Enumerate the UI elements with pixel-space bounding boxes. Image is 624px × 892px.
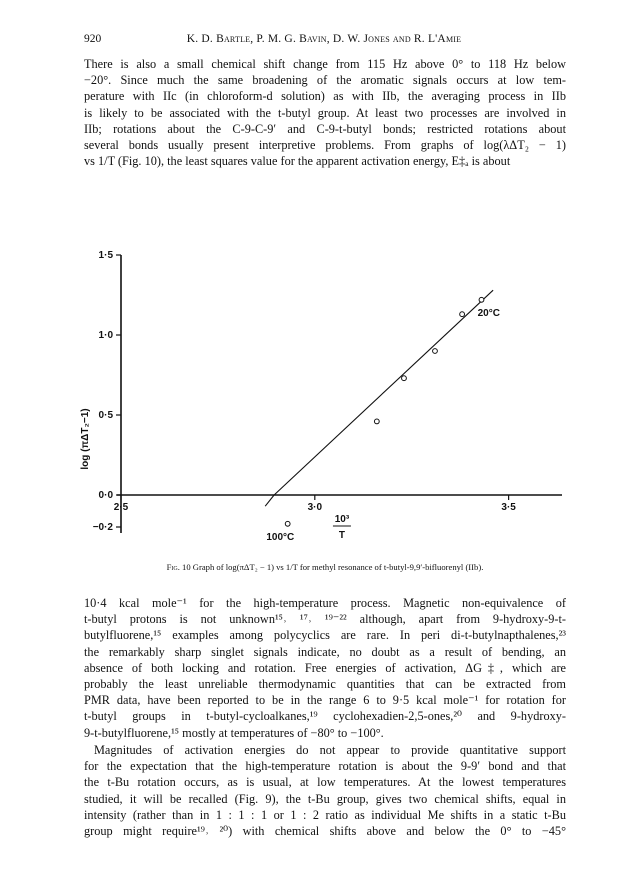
- text-line: intensity (rather than in 1 : 1 : 1 or 1 : 2 ratio as individual Me shifts in a static t-Bu: [84, 807, 566, 822]
- paragraph-2: [84, 595, 566, 741]
- paragraph-1: [84, 56, 566, 169]
- caption-label: Fig. 10: [166, 562, 191, 572]
- text-line: 10·4 kcal mole⁻¹ for the high-temperature process. Magnetic non-equivalence of: [84, 596, 566, 610]
- text-line: perature with IIc (in chloroform-d solution) as with IIb, the averaging process in IIb: [84, 89, 566, 104]
- text-line: butylfluorene,¹⁵ examples among polycyclics are rare. In peri di-t-butylnapthalenes,²³: [84, 628, 566, 643]
- text-line: is likely to be associated with the t-butyl group. At least two processes are involved in: [84, 105, 566, 120]
- y-tick-label: 0·5: [98, 410, 113, 421]
- page-number: 920: [84, 33, 102, 45]
- text-line: for the expectation that the high-temperature rotation is about the 9-9′ bond and that: [84, 759, 566, 774]
- x-axis-label-numerator: 10³: [334, 514, 350, 525]
- y-tick-label: 1·0: [98, 330, 113, 341]
- data-point: [479, 297, 484, 302]
- x-tick-label: 3·0: [307, 502, 323, 513]
- text-line: t-butyl protons is not unknown¹⁵˒ ¹⁷˒ ¹⁹⁻²² although, apart from 9-hydroxy-9-t-: [84, 612, 566, 627]
- y-tick-label: 1·5: [98, 250, 113, 261]
- figure-10: [70, 195, 570, 555]
- y-tick-label: −0·2: [92, 522, 113, 533]
- x-tick-label: 2·5: [113, 502, 129, 513]
- temperature-annotation: 20°C: [477, 307, 500, 319]
- data-point: [374, 419, 379, 424]
- text-line: group might require¹⁹˒ ²⁰) with chemical shifts above and below the 0° to −45°: [84, 823, 566, 838]
- data-point: [402, 376, 407, 381]
- y-tick-label: 0·0: [98, 490, 113, 501]
- author-line: K. D. Bartle, P. M. G. Bavin, D. W. Jones and R. L'Amie: [186, 33, 462, 45]
- least-squares-line: [274, 290, 493, 495]
- chart-svg: [70, 195, 570, 555]
- x-axis-label-denominator: T: [338, 530, 345, 541]
- text-line: 9-t-butylfluorene,¹⁵ mostly at temperatures of −80° to −100°.: [84, 725, 384, 740]
- running-header: [84, 33, 564, 49]
- text-line: vs 1/T (Fig. 10), the least squares value for the apparent activation energy, E‡ₐ is about: [84, 154, 511, 169]
- temperature-annotation: 100°C: [266, 531, 295, 543]
- caption-text: Graph of log(πΔT₂ − 1) vs 1/T for methyl resonance of t-butyl-9,9′-bifluorenyl (IIb).: [190, 562, 484, 572]
- text-line: PMR data, have been reported to be in the range 6 to 9·5 kcal mole⁻¹ for rotation for: [84, 693, 566, 708]
- text-line: t-butyl groups in t-butyl-cycloalkanes,¹⁹ cyclohexadien-2,5-ones,²⁰ and 9-hydroxy-: [84, 709, 566, 724]
- text-line: probably the least unreliable thermodynamic quantities that can be extracted from: [84, 676, 566, 691]
- text-line: absence of both locking and rotation. Free energies of activation, ΔG‡, which are: [84, 660, 566, 675]
- paragraph-3: [84, 742, 566, 839]
- text-line: There is also a small chemical shift change from 115 Hz above 0° to 118 Hz below: [84, 57, 566, 71]
- least-squares-line-extension: [265, 495, 274, 506]
- text-line: Magnitudes of activation energies do not appear to provide quantitative support: [94, 743, 566, 757]
- text-line: several bonds usually present interpretive problems. From graphs of log(λΔT₂ − 1): [84, 137, 566, 152]
- data-point: [460, 312, 465, 317]
- text-line: the remarkably sharp singlet signals indicate, no doubt as a result of bending, an: [84, 644, 566, 659]
- text-line: studied, it will be recalled (Fig. 9), the t-Bu group, gives two chemical shifts, equal in: [84, 791, 566, 806]
- figure-caption: [84, 562, 566, 572]
- data-point: [433, 349, 438, 354]
- text-line: −20°. Since much the same broadening of the aromatic signals occurs at low tem-: [84, 73, 566, 88]
- text-line: IIb; rotations about the C-9-C-9′ and C-9-t-butyl bonds; restricted rotations about: [84, 121, 566, 136]
- y-axis-label: log (πΔT₂−1): [80, 408, 91, 470]
- x-tick-label: 3·5: [501, 502, 516, 513]
- text-line: the t-Bu rotation occurs, as is usual, at low temperatures. At the lowest temperatures: [84, 775, 566, 790]
- data-point: [285, 521, 290, 526]
